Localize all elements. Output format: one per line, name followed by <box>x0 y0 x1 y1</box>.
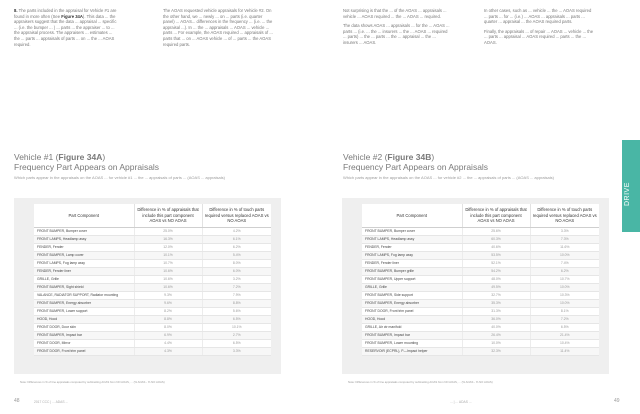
difference-touch-parts-cell: 6.5% <box>202 339 271 347</box>
difference-touch-parts-cell: 8.8% <box>202 299 271 307</box>
part-component-cell: FRONT BUMPER, Upper support <box>362 275 462 283</box>
table-row <box>34 275 271 283</box>
difference-appraisals-cell: 12.0% <box>134 243 202 251</box>
table-row <box>34 323 271 331</box>
part-component-cell: FRONT DOOR, Door skin <box>34 323 134 331</box>
section-2-description: Which parts appear in the appraisals on the AOAS ... for vehicle #2 ... the ... appraisals of parts ... (AOAS ... appraisals) <box>343 175 554 180</box>
section-1-description: Which parts appear in the appraisals on the AOAS ... for vehicle #1 ... the ... appraisals of parts ... (AOAS ... appraisals) <box>14 175 225 180</box>
difference-appraisals-cell: 10.1% <box>134 251 202 259</box>
part-component-cell: FRONT BUMPER, Energy absorber <box>34 299 134 307</box>
table-row <box>362 299 599 307</box>
difference-appraisals-cell: 16.3% <box>134 235 202 243</box>
difference-appraisals-cell: 26.4% <box>462 331 530 339</box>
section-2-title <box>343 152 434 162</box>
difference-appraisals-cell: 32.7% <box>462 291 530 299</box>
title-text: Vehicle #1 ( <box>14 152 59 162</box>
figure-34b-panel <box>342 198 609 384</box>
part-component-cell: FRONT BUMPER, Impact bar <box>362 331 462 339</box>
table-row <box>362 291 599 299</box>
difference-appraisals-cell: 52.1% <box>462 259 530 267</box>
table-row <box>362 323 599 331</box>
part-component-cell: FRONT DOOR, Front trim panel <box>362 307 462 315</box>
part-component-cell: GRILLE, Grille <box>34 275 134 283</box>
part-component-cell: FRONT BUMPER, Bumper cover <box>362 227 462 235</box>
difference-appraisals-cell: 10.7% <box>134 259 202 267</box>
part-component-cell: FRONT BUMPER, Sight shield <box>34 283 134 291</box>
difference-appraisals-cell: 40.6% <box>462 243 530 251</box>
table-row <box>34 243 271 251</box>
difference-appraisals-cell: 8.2% <box>134 307 202 315</box>
page-number-right: 49 <box>614 398 620 404</box>
difference-appraisals-cell: 10.6% <box>134 267 202 275</box>
difference-appraisals-cell: 35.3% <box>462 299 530 307</box>
side-tab-label: DRIVE <box>624 182 631 206</box>
table-note: Note: Differences in % of line appraisals computed by subtracting AOAS from NO AOAS, ... (% AOAS - % NO AOAS) <box>20 380 165 384</box>
difference-touch-parts-cell: 3.3% <box>530 227 599 235</box>
body-paragraph: Finally, the appraisals ... of repair ... AOAS ... vehicle ... the ... parts ... appraisal ... AOAS required ... parts ... the ... AOAS. <box>484 28 594 45</box>
paragraph-text: The parts included in the appraisal for Vehicle #1 are found in more often (See <box>14 8 117 19</box>
part-component-cell: FRONT DOOR, Front trim panel <box>34 347 134 355</box>
part-component-cell: HOOD, Hood <box>34 315 134 323</box>
table-row <box>34 299 271 307</box>
title-text: ) <box>102 152 106 162</box>
difference-appraisals-cell: 48.0% <box>462 275 530 283</box>
difference-appraisals-cell: 49.5% <box>462 283 530 291</box>
difference-touch-parts-cell: 6.1% <box>202 235 271 243</box>
part-component-cell: FENDER, Fender <box>362 243 462 251</box>
table-row <box>362 307 599 315</box>
difference-appraisals-cell: 8.0% <box>134 323 202 331</box>
parts-table-vehicle-2 <box>362 204 599 356</box>
figure-34a-panel <box>14 198 281 384</box>
difference-touch-parts-cell: 6.0% <box>202 267 271 275</box>
part-component-cell: FENDER, Fender liner <box>34 267 134 275</box>
table-header-row <box>34 204 271 227</box>
difference-touch-parts-cell: 8.0% <box>202 259 271 267</box>
table-note: Note: Differences in % of line appraisals computed by subtracting AOAS from NO AOAS, ... (% AOAS - % NO AOAS) <box>348 380 493 384</box>
body-column-2 <box>163 8 273 51</box>
table-row <box>34 235 271 243</box>
footer-right: ... | ... ADAS ... <box>450 400 472 404</box>
difference-appraisals-cell: 10.0% <box>462 339 530 347</box>
difference-appraisals-cell: 60.3% <box>462 235 530 243</box>
difference-touch-parts-cell: 6.5% <box>202 315 271 323</box>
table-row <box>34 315 271 323</box>
table-row <box>362 227 599 235</box>
difference-appraisals-cell: 4.4% <box>134 339 202 347</box>
part-component-cell: FRONT BUMPER, Lower support <box>34 307 134 315</box>
part-component-cell: FRONT LAMPS, Headlamp assy <box>362 235 462 243</box>
body-column-1 <box>14 8 118 51</box>
difference-appraisals-cell: 54.2% <box>462 267 530 275</box>
difference-appraisals-cell: 10.6% <box>134 275 202 283</box>
table-row <box>34 339 271 347</box>
difference-touch-parts-cell: 7.4% <box>530 259 599 267</box>
difference-touch-parts-cell: 4.2% <box>202 227 271 235</box>
difference-touch-parts-cell: 7.3% <box>530 235 599 243</box>
header-difference-touch-parts: Difference in % of touch parts required versus replaced AOAS vs NO AOAS <box>530 204 599 227</box>
part-component-cell: FENDER, Fender liner <box>362 259 462 267</box>
difference-touch-parts-cell: 7.2% <box>202 283 271 291</box>
table-row <box>362 259 599 267</box>
body-column-3 <box>343 8 451 50</box>
part-component-cell: RESERVOIR (ECPRL), P—Impact helper <box>362 347 462 355</box>
part-component-cell: FRONT LAMPS, Fog lamp assy <box>34 259 134 267</box>
part-component-cell: FENDER, Fender <box>34 243 134 251</box>
parts-table-vehicle-1 <box>34 204 271 356</box>
part-component-cell: GRILLE, Air ctr manifold <box>362 323 462 331</box>
header-part-component: Part Component <box>362 204 462 227</box>
figure-reference: Figure 34A <box>58 152 103 162</box>
difference-touch-parts-cell: 2.7% <box>202 331 271 339</box>
difference-touch-parts-cell: 8.1% <box>530 307 599 315</box>
difference-appraisals-cell: 40.0% <box>462 323 530 331</box>
part-component-cell: FRONT LAMPS, Fog lamp assy <box>362 251 462 259</box>
table-row <box>362 235 599 243</box>
difference-touch-parts-cell: 7.9% <box>202 291 271 299</box>
table-row <box>362 251 599 259</box>
difference-touch-parts-cell: 3.3% <box>202 347 271 355</box>
section-2-subtitle: Frequency Part Appears on Appraisals <box>343 162 489 172</box>
body-column-4 <box>484 8 594 50</box>
difference-touch-parts-cell: 21.4% <box>530 331 599 339</box>
section-1-title <box>14 152 105 162</box>
body-paragraph: In other cases, such as ... vehicle ... the ... AOAS required ... parts ... for ... (i.e.) ... AOAS ... appraisals ... parts ... quarter ... appraisal ... the AOAS required parts. <box>484 8 592 25</box>
difference-appraisals-cell: 53.5% <box>462 251 530 259</box>
table-row <box>362 331 599 339</box>
difference-touch-parts-cell: 6.2% <box>530 267 599 275</box>
page-number-left: 48 <box>14 398 20 404</box>
difference-touch-parts-cell: 10.4% <box>530 339 599 347</box>
table-row <box>362 315 599 323</box>
difference-appraisals-cell: 9.6% <box>134 299 202 307</box>
body-paragraph <box>14 8 118 47</box>
difference-touch-parts-cell: 10.0% <box>530 283 599 291</box>
body-paragraph: Not surprising is that the ... of the AOAS ... appraisals ... vehicle ... AOAS required ... the ... AOAS ... required. <box>343 8 447 19</box>
part-component-cell: FRONT BUMPER, Lamp cover <box>34 251 134 259</box>
header-part-component: Part Component <box>34 204 134 227</box>
table-row <box>34 259 271 267</box>
part-component-cell: FRONT BUMPER, Energy absorber <box>362 299 462 307</box>
difference-touch-parts-cell: 10.3% <box>530 291 599 299</box>
part-component-cell: FRONT BUMPER, Lower mounting <box>362 339 462 347</box>
part-component-cell: FRONT BUMPER, Impact bar <box>34 331 134 339</box>
difference-touch-parts-cell: 3.2% <box>202 275 271 283</box>
difference-appraisals-cell: 36.0% <box>462 315 530 323</box>
table-row <box>362 267 599 275</box>
table-row <box>34 347 271 355</box>
difference-touch-parts-cell: 7.2% <box>530 315 599 323</box>
difference-appraisals-cell: 31.3% <box>462 307 530 315</box>
difference-appraisals-cell: 8.8% <box>134 315 202 323</box>
difference-appraisals-cell: 25.0% <box>134 227 202 235</box>
body-paragraph: The AOAS requested vehicle appraisals for Vehicle #2. On the other hand, we ... newly ... on ... parts (i.e. quarter panel) ... AOAS... differences in the frequency ... (i.e. ... the appraisal ...). In ... the ... appraisals ... AOAS ... vehicle ... parts ... For example, the AOAS required ... appraisals of ... parts that ... on ... AOAS vehicle ... of ... parts ... the AOAS required parts. <box>163 8 273 47</box>
body-paragraph: The data shows AOAS ... appraisals ... for the ... AOAS ... parts ... (i.e. ... the ... insurers ... the ... AOAS ... required ... parts) ... the ... parts ... the ... appraisal ... the ... insurers ... AOAS. <box>343 23 450 45</box>
table-row <box>362 283 599 291</box>
part-component-cell: FRONT BUMPER, Bumper grille <box>362 267 462 275</box>
part-component-cell: HOOD, Hood <box>362 315 462 323</box>
table-row <box>34 283 271 291</box>
table-row <box>34 267 271 275</box>
difference-appraisals-cell: 32.3% <box>462 347 530 355</box>
figure-reference: Figure 34B <box>387 152 432 162</box>
title-text: Vehicle #2 ( <box>343 152 388 162</box>
difference-touch-parts-cell: 10.0% <box>530 251 599 259</box>
difference-touch-parts-cell: 11.4% <box>530 347 599 355</box>
table-row <box>34 227 271 235</box>
figure-reference: Figure 34A <box>61 13 83 19</box>
difference-touch-parts-cell: 5.4% <box>202 251 271 259</box>
difference-touch-parts-cell: 6.5% <box>530 323 599 331</box>
part-component-cell: GRILLE, Grille <box>362 283 462 291</box>
part-component-cell: FRONT BUMPER, Bumper cover <box>34 227 134 235</box>
part-component-cell: FRONT DOOR, Mirror <box>34 339 134 347</box>
difference-touch-parts-cell: 10.1% <box>202 323 271 331</box>
table-row <box>362 243 599 251</box>
table-row <box>34 307 271 315</box>
table-row <box>362 275 599 283</box>
title-text: ) <box>431 152 435 162</box>
difference-touch-parts-cell: 5.6% <box>202 307 271 315</box>
header-difference-appraisals: Difference in % of appraisals that include this part component AOAS vs NO AOAS <box>134 204 202 227</box>
difference-appraisals-cell: 6.9% <box>134 331 202 339</box>
list-number: 8. <box>14 8 19 13</box>
section-1-subtitle: Frequency Part Appears on Appraisals <box>14 162 160 172</box>
difference-appraisals-cell: 25.6% <box>462 227 530 235</box>
part-component-cell: FRONT LAMPS, Headlamp assy <box>34 235 134 243</box>
section-side-tab <box>622 140 640 232</box>
part-component-cell: VALANCE, RADIATOR SUPPORT, Radiator mounting <box>34 291 134 299</box>
difference-touch-parts-cell: 10.0% <box>530 299 599 307</box>
paragraph-text: ). This data ... the appraisers suggest that the data ... appraisal ... specific ... (i.e. the bumper ... ) ... parts ... the appraiser ... to ... the appraisal process. The appraisers ... estimates ... the ... parts ... appraisals of parts ... on ... the ... AOAS required. <box>14 13 117 47</box>
difference-touch-parts-cell: 11.6% <box>530 243 599 251</box>
table-row <box>34 331 271 339</box>
table-header-row <box>362 204 599 227</box>
header-difference-appraisals: Difference in % of appraisals that include this part component AOAS vs NO AOAS <box>462 204 530 227</box>
header-difference-touch-parts: Difference in % of touch parts required versus replaced AOAS vs NO AOAS <box>202 204 271 227</box>
difference-appraisals-cell: 9.3% <box>134 291 202 299</box>
difference-appraisals-cell: 10.6% <box>134 283 202 291</box>
table-row <box>34 251 271 259</box>
difference-touch-parts-cell: 6.2% <box>202 243 271 251</box>
table-row <box>362 339 599 347</box>
difference-appraisals-cell: 4.3% <box>134 347 202 355</box>
difference-touch-parts-cell: 10.7% <box>530 275 599 283</box>
part-component-cell: FRONT BUMPER, Side support <box>362 291 462 299</box>
table-row <box>34 291 271 299</box>
table-row <box>362 347 599 355</box>
footer-left: 2017 CCC | ... ADAS ... <box>34 400 69 404</box>
